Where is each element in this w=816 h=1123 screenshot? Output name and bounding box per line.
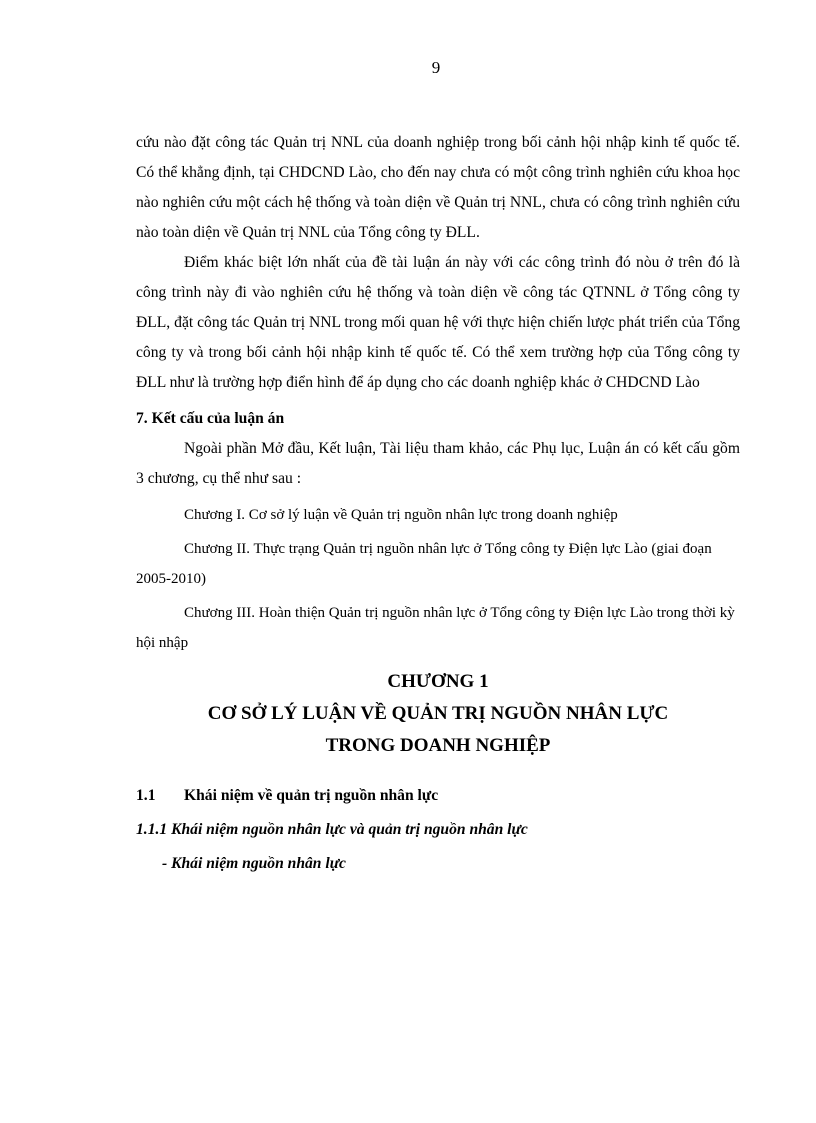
chapter-list-item: Chương II. Thực trạng Quản trị nguồn nhân lực ở Tổng công ty Điện lực Lào (giai đoạn 2005-2010): [136, 541, 712, 587]
paragraph-continuation: cứu nào đặt công tác Quản trị NNL của doanh nghiệp trong bối cảnh hội nhập kinh tế quốc tế. Có thể khẳng định, tại CHDCND Lào, cho đến nay chưa có một công trình nghiên cứu khoa học nào nghiên cứu một cách hệ thống và toàn diện về Quản trị NNL, chưa có công trình nghiên cứu nào toàn diện về Quản trị NNL của Tổng công ty ĐLL.: [136, 134, 740, 241]
section-1-1-number: 1.1: [136, 787, 156, 804]
chapter-title-line-2: TRONG DOANH NGHIỆP: [325, 735, 551, 756]
chapter-list-item: Chương I. Cơ sở lý luận về Quản trị nguồn nhân lực trong doanh nghiệp: [184, 507, 618, 523]
section-7-intro: Ngoài phần Mở đầu, Kết luận, Tài liệu tham khảo, các Phụ lục, Luận án có kết cấu gồm 3 chương, cụ thể như sau :: [136, 440, 740, 487]
paragraph-difference: Điểm khác biệt lớn nhất của đề tài luận án này với các công trình đó nòu ở trên đó là công trình này đi vào nghiên cứu hệ thống và toàn diện về công tác QTNNL ở Tổng công ty ĐLL, đặt công tác Quản trị NNL trong mối quan hệ với thực hiện chiến lược phát triển của Tổng công ty và trong bối cảnh hội nhập kinh tế quốc tế. Có thể xem trường hợp của Tổng công ty ĐLL như là trường hợp điển hình để áp dụng cho các doanh nghiệp khác ở CHDCND Lào: [136, 254, 740, 391]
section-1-1-1-heading: 1.1.1 Khái niệm nguồn nhân lực và quản trị nguồn nhân lực: [136, 821, 528, 838]
chapter-label: CHƯƠNG 1: [387, 671, 489, 692]
chapter-heading: [136, 666, 740, 762]
page-number: 9: [431, 58, 441, 77]
chapter-list-item: Chương III. Hoàn thiện Quản trị nguồn nhân lực ở Tổng công ty Điện lực Lào trong thời kỳ hội nhập: [136, 605, 735, 651]
section-7-heading: 7. Kết cấu của luận án: [136, 410, 285, 427]
document-body: [136, 128, 740, 878]
subheading-human-resources: - Khái niệm nguồn nhân lực: [162, 855, 346, 872]
section-1-1-heading: [136, 782, 740, 810]
chapter-title-line-1: CƠ SỞ LÝ LUẬN VỀ QUẢN TRỊ NGUỒN NHÂN LỰC: [207, 703, 669, 724]
section-1-1-title: Khái niệm về quản trị nguồn nhân lực: [184, 787, 439, 804]
